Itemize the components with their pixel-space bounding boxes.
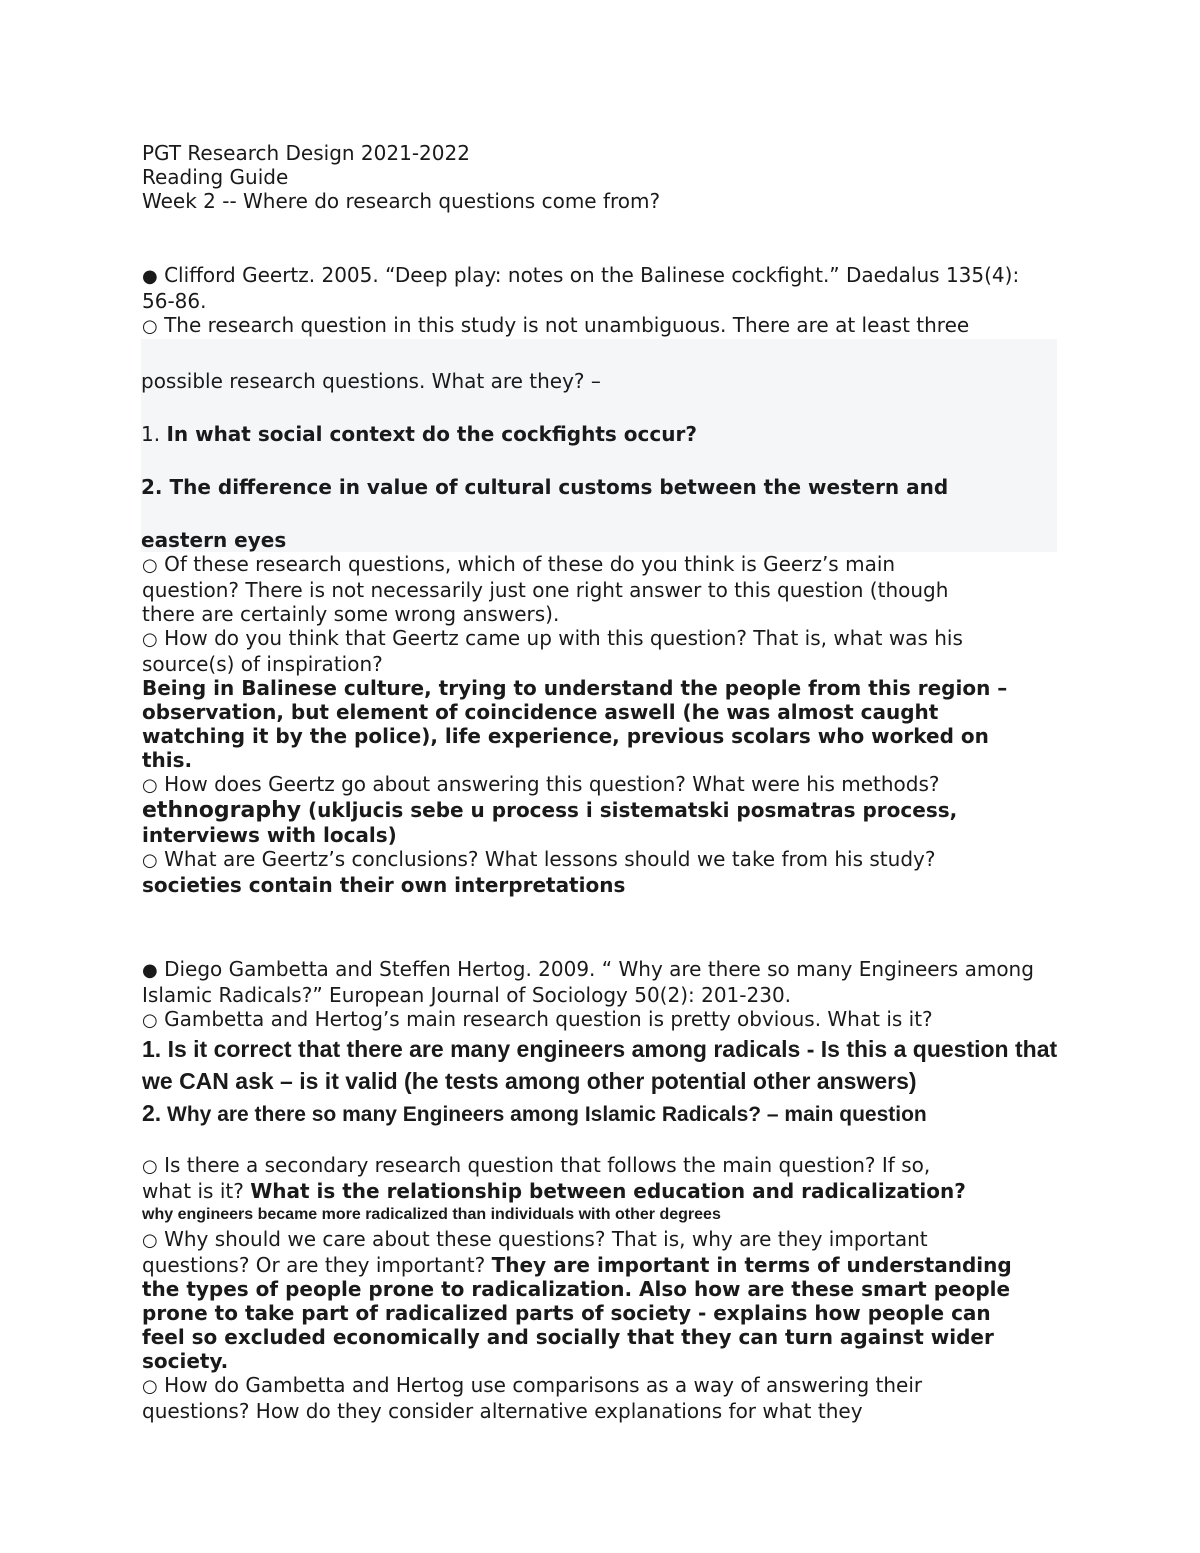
question-continuation: there are certainly some wrong answers). xyxy=(142,602,560,626)
open-bullet-icon: ○ xyxy=(142,1010,158,1031)
answer-line: the types of people prone to radicalization. Also how are these smart people xyxy=(142,1277,1011,1301)
answer-line: 2. The difference in value of cultural customs between the western and xyxy=(141,475,949,499)
question-continuation: questions? Or are they important? They are important in terms of understanding xyxy=(142,1253,1012,1277)
citation-gambetta-cont: Islamic Radicals?” European Journal of Sociology 50(2): 201-230. xyxy=(142,983,792,1007)
citation-geertz-cont: 56-86. xyxy=(142,289,207,313)
document-title: PGT Research Design 2021-2022 xyxy=(142,141,470,165)
filled-bullet-icon: ● xyxy=(142,266,158,287)
answer-line: 1. In what social context do the cockfights occur? xyxy=(141,422,697,446)
open-bullet-icon: ○ xyxy=(142,555,158,576)
question-item: ○ How do Gambetta and Hertog use comparisons as a way of answering their xyxy=(142,1373,923,1397)
question-item: ○ Of these research questions, which of these do you think is Geerz’s main xyxy=(142,552,896,576)
citation-gambetta: ● Diego Gambetta and Steffen Hertog. 2009. “ Why are there so many Engineers among xyxy=(142,957,1034,981)
answer-line: why engineers became more radicalized than individuals with other degrees xyxy=(142,1206,721,1223)
answer-line: society. xyxy=(142,1349,229,1373)
answer-line: feel so excluded economically and socially that they can turn against wider xyxy=(142,1325,994,1349)
highlighted-answer-block xyxy=(141,339,1057,552)
question-continuation: what is it? What is the relationship between education and radicalization? xyxy=(142,1179,966,1203)
document-body xyxy=(142,141,1062,1423)
answer-line: societies contain their own interpretations xyxy=(142,873,626,897)
open-bullet-icon: ○ xyxy=(142,316,158,337)
answer-line: Being in Balinese culture, trying to understand the people from this region – xyxy=(142,676,1008,700)
answer-line: this. xyxy=(142,748,193,772)
answer-line: we CAN ask – is it valid (he tests among other potential other answers) xyxy=(142,1068,917,1094)
question-item: ○ The research question in this study is not unambiguous. There are at least three xyxy=(142,313,970,337)
answer-line: prone to take part of radicalized parts of society - explains how people can xyxy=(142,1301,991,1325)
answer-line: 1. Is it correct that there are many engineers among radicals - Is this a question that xyxy=(142,1036,1058,1062)
question-item: ○ Why should we care about these questions? That is, why are they important xyxy=(142,1227,928,1251)
open-bullet-icon: ○ xyxy=(142,629,158,650)
open-bullet-icon: ○ xyxy=(142,850,158,871)
document-subtitle: Reading Guide xyxy=(142,165,289,189)
question-continuation: possible research questions. What are they? – xyxy=(141,369,601,393)
question-continuation: questions? How do they consider alternative explanations for what they xyxy=(142,1399,863,1423)
question-item: ○ Is there a secondary research question that follows the main question? If so, xyxy=(142,1153,931,1177)
open-bullet-icon: ○ xyxy=(142,1156,158,1177)
answer-line: observation, but element of coincidence aswell (he was almost caught xyxy=(142,700,939,724)
question-item: ○ What are Geertz’s conclusions? What lessons should we take from his study? xyxy=(142,847,936,871)
open-bullet-icon: ○ xyxy=(142,1376,158,1397)
open-bullet-icon: ○ xyxy=(142,1230,158,1251)
answer-line: interviews with locals) xyxy=(142,823,397,847)
filled-bullet-icon: ● xyxy=(142,960,158,981)
answer-line: ethnography (ukljucis sebe u process i sistematski posmatras process, xyxy=(142,798,958,823)
question-continuation: source(s) of inspiration? xyxy=(142,652,383,676)
question-item: ○ Gambetta and Hertog’s main research question is pretty obvious. What is it? xyxy=(142,1007,933,1031)
answer-line: eastern eyes xyxy=(141,528,287,552)
question-item: ○ How do you think that Geertz came up with this question? That is, what was his xyxy=(142,626,963,650)
answer-line: watching it by the police), life experience, previous scolars who worked on xyxy=(142,724,989,748)
answer-line: 2. Why are there so many Engineers among Islamic Radicals? – main question xyxy=(142,1100,927,1126)
citation-geertz: ● Clifford Geertz. 2005. “Deep play: notes on the Balinese cockfight.” Daedalus 135(4): xyxy=(142,263,1020,287)
question-continuation: question? There is not necessarily just one right answer to this question (though xyxy=(142,578,949,602)
open-bullet-icon: ○ xyxy=(142,775,158,796)
week-heading: Week 2 -- Where do research questions come from? xyxy=(142,189,661,213)
question-item: ○ How does Geertz go about answering this question? What were his methods? xyxy=(142,772,940,796)
